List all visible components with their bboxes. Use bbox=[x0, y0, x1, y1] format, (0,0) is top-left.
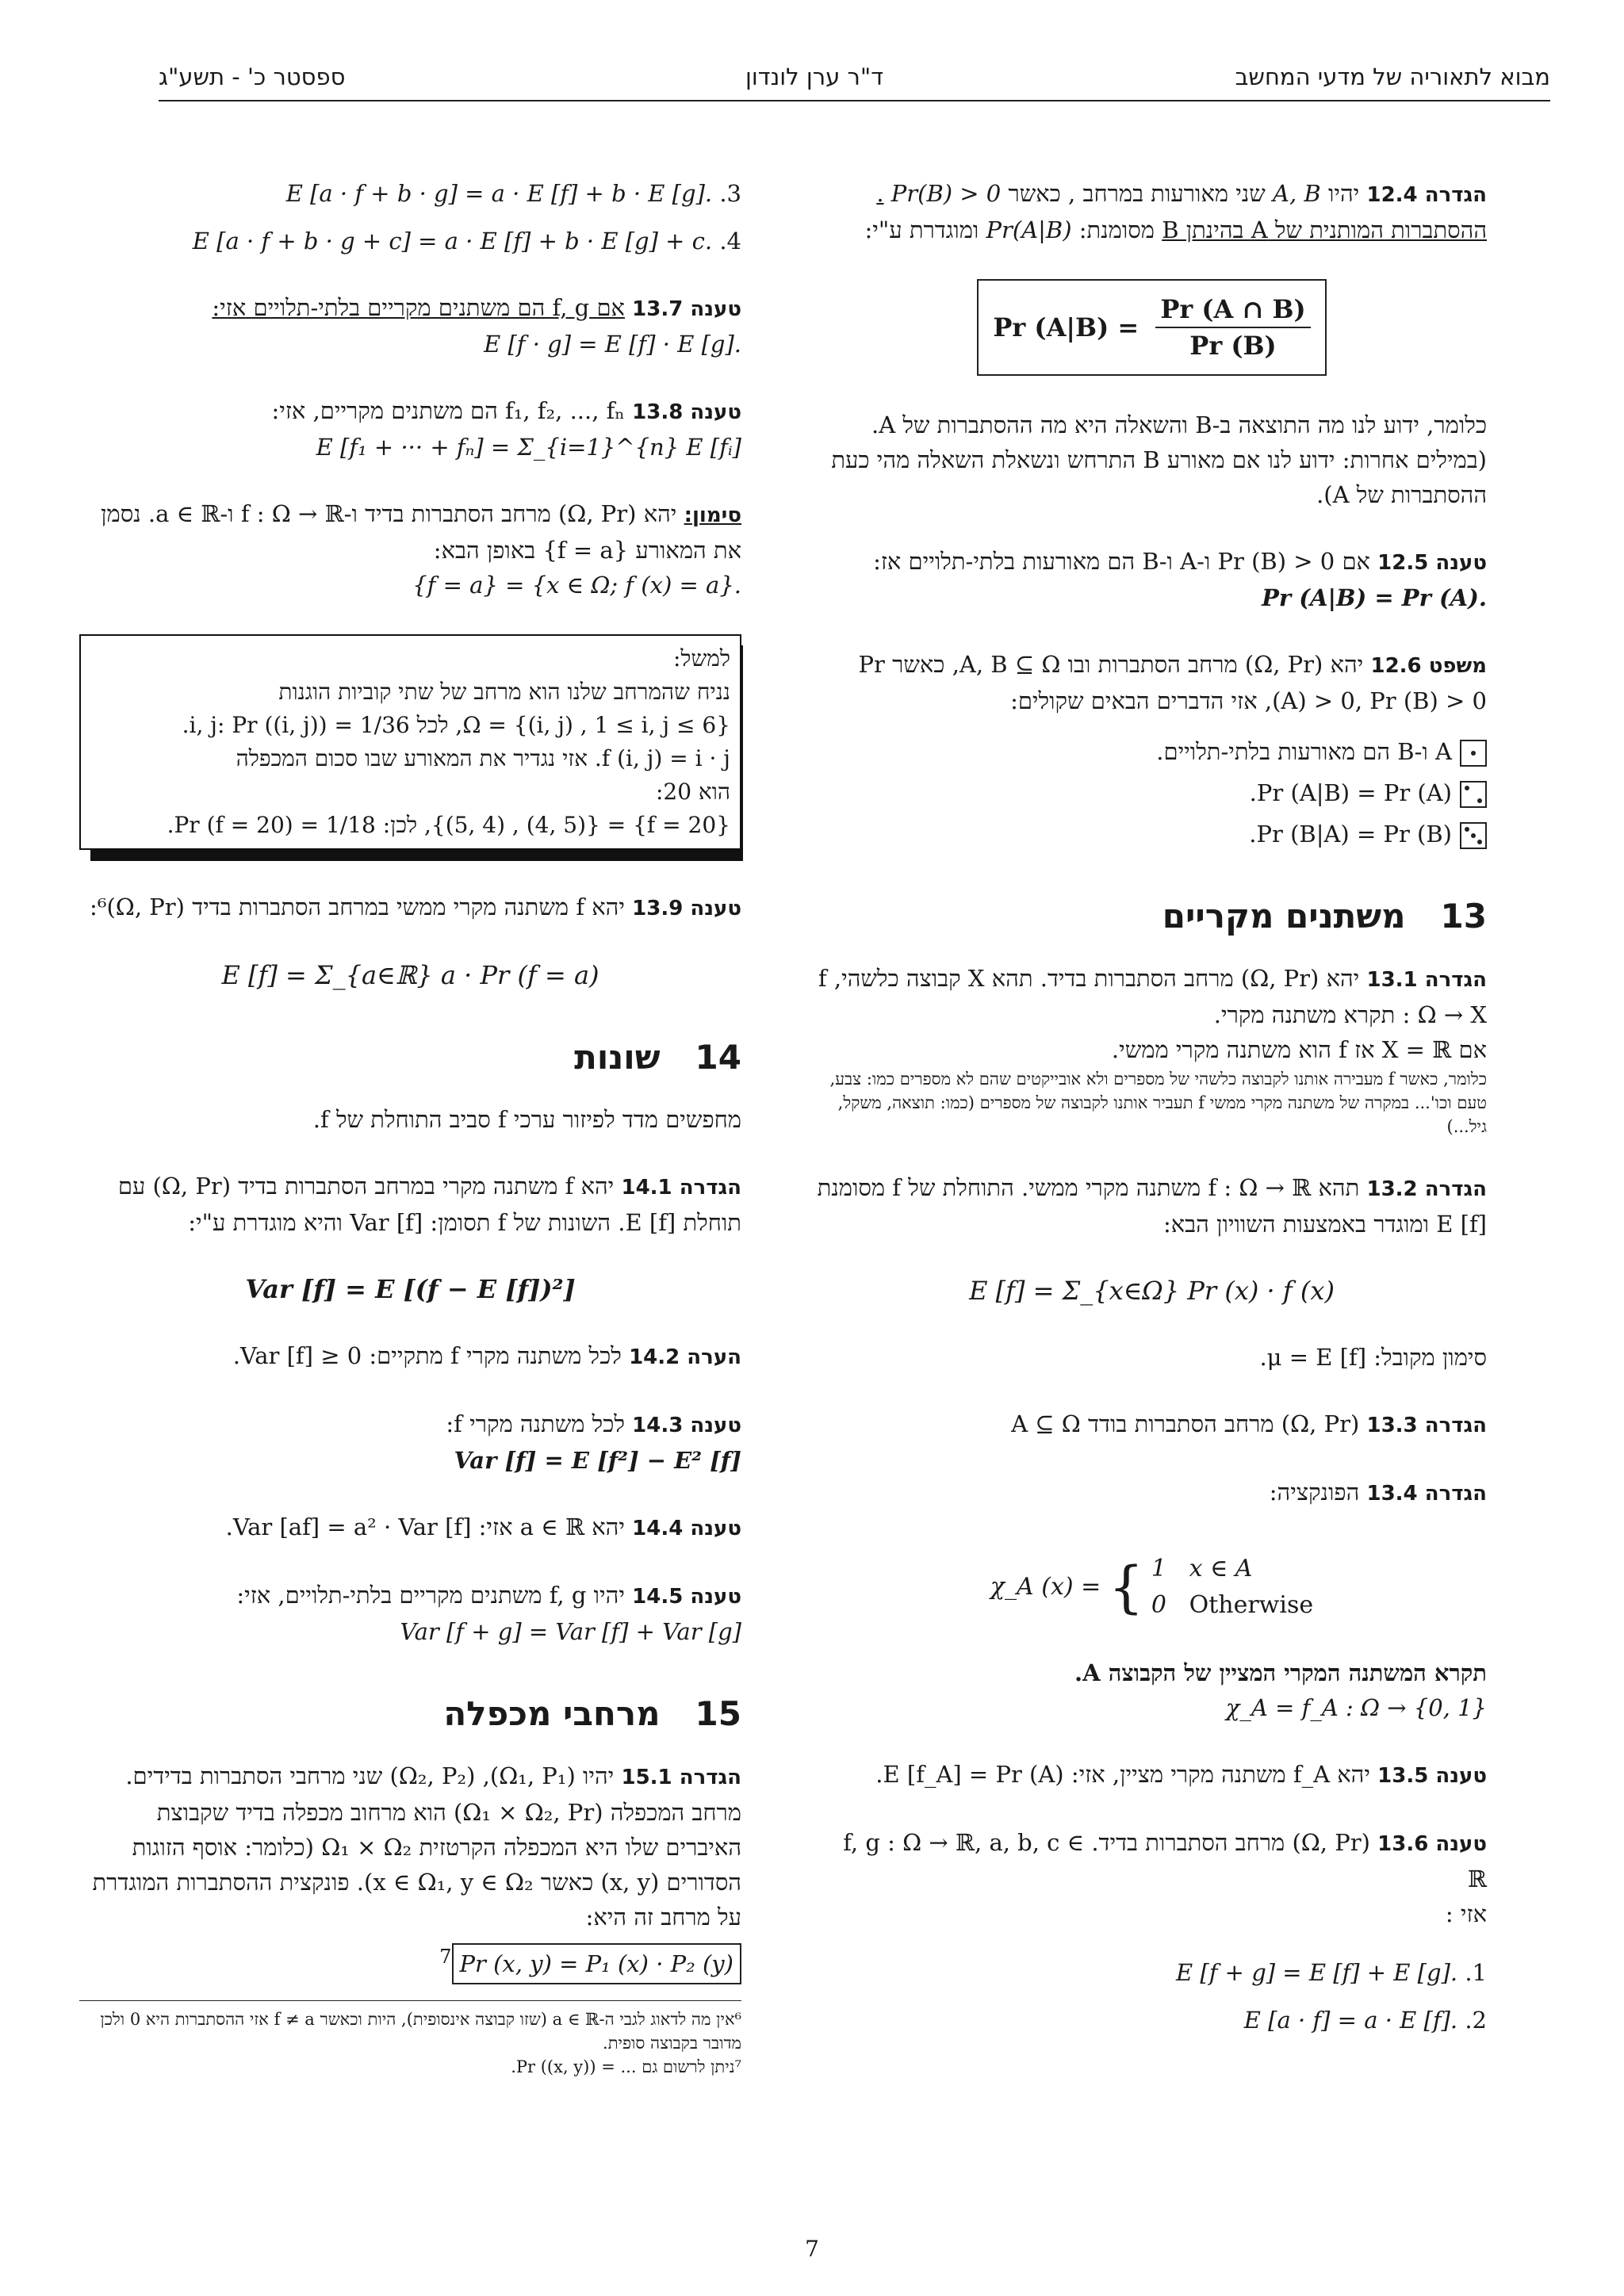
claim-label: טענה 12.5 bbox=[1377, 551, 1487, 575]
example-line: הוא 20: bbox=[655, 779, 730, 805]
math-inline: Pr(A|B) bbox=[986, 216, 1072, 243]
item-number: 1. bbox=[1465, 1959, 1487, 1986]
item-formula: E [a · f] = a · E [f]. bbox=[1243, 2007, 1458, 2034]
example-line: נניח שהמרחב שלנו הוא מרחב של שתי קוביות הוגנות bbox=[278, 679, 730, 705]
def-text: מסומנת: bbox=[1078, 216, 1155, 243]
list-item-text: Pr (A|B) = Pr (A). bbox=[1249, 779, 1452, 806]
definition-label: הגדרה 13.3 bbox=[1366, 1414, 1487, 1437]
example-line: {f = 20} = {(4, 5) , (5, 4)}, לכן: Pr (f = 20) = 1/18. bbox=[167, 812, 730, 838]
claim-text: יהא a ∈ ℝ אזי: Var [af] = a² · Var [f]. bbox=[225, 1513, 625, 1540]
list-item bbox=[79, 224, 741, 258]
claim-label: טענה 14.5 bbox=[632, 1585, 741, 1609]
expectation-sum-formula: E [f] = Σ_{a∈ℝ} a · Pr (f = a) bbox=[221, 960, 599, 990]
product-probability-formula: Pr (x, y) = P₁ (x) · P₂ (y) bbox=[452, 1943, 742, 1984]
note-label: הערה 14.2 bbox=[629, 1345, 741, 1369]
list-item bbox=[79, 176, 741, 211]
example-box bbox=[79, 634, 741, 850]
theorem-12-6 bbox=[817, 647, 1487, 851]
example-line: Ω = {(i, j) , 1 ≤ i, j ≤ 6}, לכל i, j: Pr ((i, j)) = 1/36. bbox=[182, 712, 730, 738]
math-inline: Pr(B) > 0 bbox=[891, 180, 1002, 207]
claim-13-6 bbox=[817, 1825, 1487, 2038]
example-content bbox=[79, 634, 741, 850]
def-text: שני מאורעות במרחב , כאשר bbox=[1008, 180, 1266, 207]
equivalence-list bbox=[817, 734, 1487, 851]
dice-three-icon bbox=[1460, 822, 1487, 849]
claim-formula: Pr (A|B) = Pr (A). bbox=[1262, 584, 1487, 611]
indicator-formula: χ_A = f_A : Ω → {0, 1} bbox=[1225, 1694, 1487, 1721]
running-header bbox=[159, 60, 1550, 101]
section-title: מרחבי מכפלה bbox=[443, 1694, 661, 1733]
theorem-label: משפט 12.6 bbox=[1370, 654, 1487, 678]
linearity-list bbox=[817, 1955, 1487, 2038]
notation-formula: {f = a} = {x ∈ Ω; f (x) = a}. bbox=[412, 572, 741, 599]
note-14-2 bbox=[79, 1338, 741, 1375]
indicator-text: תקרא המשתנה המקרי המציין של הקבוצה A. bbox=[1074, 1659, 1487, 1686]
notation-text: יהא (Ω, Pr) מרחב הסתברות בדיד ו-f : Ω → ℝ ו-a ∈ ℝ. נסמן את המאורע {f = a} באופן הבא: bbox=[101, 500, 741, 564]
item-number: 2. bbox=[1465, 2007, 1487, 2034]
math-inline: A, B bbox=[1273, 180, 1321, 207]
claim-14-5 bbox=[79, 1578, 741, 1649]
theorem-text: יהא (Ω, Pr) מרחב הסתברות ובו A, B ⊆ Ω, כאשר Pr (A) > 0, Pr (B) > 0, אזי הדברים הבאים שקולים: bbox=[858, 651, 1487, 714]
explanation-line: כלומר, ידוע לנו מה התוצאה ב-B והשאלה היא מה ההסתברות של A. bbox=[871, 411, 1487, 438]
def-text: ומוגדרת ע"י: bbox=[864, 216, 979, 243]
conditional-probability-formula bbox=[977, 279, 1326, 376]
explanation-paragraph bbox=[817, 408, 1487, 512]
variance-intro: מחפשים מדד לפיזור ערכי f סביב התוחלת של f. bbox=[312, 1106, 741, 1133]
claim-text: יהא f_A משתנה מקרי מציין, אזי: E [f_A] = Pr (A). bbox=[875, 1761, 1370, 1788]
definition-label: הגדרה 13.4 bbox=[1366, 1482, 1487, 1506]
example-line: f (i, j) = i · j. אזי נגדיר את המאורע שבו סכום המכפלה bbox=[236, 745, 730, 771]
claim-then: אזי : bbox=[1445, 1900, 1487, 1927]
conditional-prob-term: . ההסתברות המותנית של A בהינתן B bbox=[876, 180, 1487, 243]
def-text: יהא (Ω, Pr) מרחב הסתברות בדיד. תהא X קבוצה כלשהי, f : Ω → X תקרא משתנה מקרי. bbox=[818, 965, 1487, 1028]
item-formula: E [a · f + b · g] = a · E [f] + b · E [g]. bbox=[285, 180, 713, 207]
item-formula: E [a · f + b · g + c] = a · E [f] + b · E [g] + c. bbox=[192, 228, 713, 254]
def-note: כלומר, כאשר f מעבירה אותנו לקבוצה כלשהי של מספרים ולא אובייקטים שהם לא מספרים כמו: צבע, טעם וכו'... במקרה של משתנה מקרי ממשי f תעביר אותנו לקבוצה של מספרים (כמו: תוצאה, משקל, גיל...) bbox=[829, 1070, 1487, 1136]
claim-label: טענה 13.6 bbox=[1377, 1832, 1487, 1856]
section-15-heading bbox=[79, 1694, 741, 1733]
header-semester: ספסטר כ' - תשע"ג bbox=[159, 63, 346, 90]
explanation-line: (במילים אחרות: ידוע לנו אם מאורע B התרחש ונשאלת השאלה מהי כעת ההסתברות של A). bbox=[831, 446, 1487, 508]
definition-14-1 bbox=[79, 1169, 741, 1307]
list-item bbox=[817, 775, 1487, 810]
claim-14-4 bbox=[79, 1510, 741, 1546]
list-item bbox=[817, 817, 1487, 851]
footnote-marker: 7 bbox=[439, 1946, 452, 1968]
claim-label: טענה 13.8 bbox=[632, 400, 741, 424]
list-item-text: A ו-B הם מאורעות בלתי-תלויים. bbox=[1156, 738, 1452, 765]
item-number: 4. bbox=[719, 228, 741, 254]
definition-13-2 bbox=[817, 1170, 1487, 1308]
footnotes bbox=[79, 2000, 741, 2079]
left-column bbox=[79, 176, 741, 2079]
claim-formula: E [f · g] = E [f] · E [g]. bbox=[484, 331, 741, 358]
claim-formula: Var [f + g] = Var [f] + Var [g] bbox=[400, 1618, 741, 1645]
indicator-lhs: χ_A (x) = bbox=[990, 1573, 1101, 1601]
def-text: יהיו (Ω₁, P₁), (Ω₂, P₂) שני מרחבי הסתברות בדידים. מרחב המכפלה (Ω₁ × Ω₂, Pr) הוא מרחוב מכפלה בדיד שקבוצת האיברים שלו היא המכפלה הקרטזית Ω₁ × Ω₂ (כלומר: אוסף הזוגות הסדורים (x, y) כאשר x ∈ Ω₁, y ∈ Ω₂). פונקצית ההסתברות המוגדרת על מרחב זה היא: bbox=[92, 1762, 741, 1931]
variance-formula: Var [f] = E [(f − E [f])²] bbox=[245, 1274, 576, 1304]
section-13-heading bbox=[817, 899, 1487, 934]
section-number: 13 bbox=[1440, 897, 1487, 936]
header-course-title: מבוא לתאוריה של מדעי המחשב bbox=[1235, 63, 1550, 90]
section-number: 14 bbox=[695, 1038, 741, 1077]
mu-notation: סימון מקובל: μ = E [f]. bbox=[1259, 1344, 1487, 1371]
section-title: שונות bbox=[574, 1038, 661, 1077]
linearity-list-continued bbox=[79, 176, 741, 258]
definition-label: הגדרה 12.4 bbox=[1366, 183, 1487, 207]
list-item bbox=[817, 734, 1487, 769]
claim-label: טענה 13.9 bbox=[632, 897, 741, 920]
def-text: הפונקציה: bbox=[1269, 1479, 1360, 1506]
claim-label: טענה 14.4 bbox=[632, 1517, 741, 1540]
page-number: 7 bbox=[805, 2236, 819, 2262]
list-item bbox=[817, 1955, 1487, 1990]
claim-13-9 bbox=[79, 890, 741, 993]
claim-formula: E [f₁ + ··· + fₙ] = Σ_{i=1}^{n} E [fᵢ] bbox=[316, 434, 741, 461]
definition-13-4 bbox=[817, 1475, 1487, 1624]
claim-text: יהא f משתנה מקרי ממשי במרחב הסתברות בדיד (Ω, Pr)⁶: bbox=[90, 894, 625, 920]
def-text: תהא f : Ω → ℝ משתנה מקרי ממשי. התוחלת של f מסומנת E [f] ומוגדר באמצעות השוויון הבא: bbox=[817, 1174, 1487, 1238]
claim-text: לכל משתנה מקרי f: bbox=[446, 1410, 625, 1437]
item-number: 3. bbox=[719, 180, 741, 207]
example-title: למשל: bbox=[672, 645, 730, 672]
case-condition: x ∈ A bbox=[1189, 1555, 1253, 1582]
fraction-numerator: Pr (A ∩ B) bbox=[1155, 292, 1310, 328]
right-column bbox=[817, 176, 1487, 2069]
header-author: ד"ר ערן לונדון bbox=[745, 63, 884, 90]
claim-13-5 bbox=[817, 1757, 1487, 1793]
case-value: 0 bbox=[1151, 1591, 1166, 1619]
case-value: 1 bbox=[1151, 1555, 1166, 1582]
note-text: לכל משתנה מקרי f מתקיים: Var [f] ≥ 0. bbox=[232, 1342, 622, 1369]
item-formula: E [f + g] = E [f] + E [g]. bbox=[1176, 1959, 1458, 1986]
definition-label: הגדרה 14.1 bbox=[621, 1176, 741, 1200]
dice-two-icon bbox=[1460, 781, 1487, 808]
definition-label: הגדרה 13.1 bbox=[1366, 968, 1487, 992]
definition-15-1 bbox=[79, 1758, 741, 1984]
claim-13-8 bbox=[79, 393, 741, 465]
claim-13-7 bbox=[79, 290, 741, 362]
notation-label: סימון: bbox=[684, 503, 741, 527]
claim-label: טענה 13.5 bbox=[1377, 1764, 1487, 1788]
definition-12-4 bbox=[817, 176, 1487, 376]
claim-label: טענה 14.3 bbox=[632, 1414, 741, 1437]
claim-12-5 bbox=[817, 544, 1487, 615]
list-item-text: Pr (B|A) = Pr (B). bbox=[1249, 821, 1452, 848]
definition-13-1 bbox=[817, 961, 1487, 1138]
list-item bbox=[817, 2003, 1487, 2038]
fraction-denominator: Pr (B) bbox=[1189, 331, 1277, 361]
definition-13-3 bbox=[817, 1406, 1487, 1443]
def-text: יהא f משתנה מקרי במרחב הסתברות בדיד (Ω, Pr) עם תוחלת E [f]. השונות של f תסומן: Var [f] והיא מוגדרת ע"י: bbox=[117, 1173, 741, 1236]
def-text: אם X = ℝ אז f הוא משתנה מקרי ממשי. bbox=[1111, 1036, 1487, 1063]
claim-formula: Var [f] = E [f²] − E² [f] bbox=[454, 1447, 741, 1474]
definition-label: הגדרה 15.1 bbox=[621, 1766, 741, 1789]
section-title: משתנים מקריים bbox=[1162, 897, 1406, 936]
indicator-variable bbox=[817, 1655, 1487, 1725]
footnote-7: ⁷ניתן לרשום גם ... = Pr ((x, y)). bbox=[511, 2057, 741, 2076]
def-text: יהיו bbox=[1327, 180, 1360, 207]
expectation-formula: E [f] = Σ_{x∈Ω} Pr (x) · f (x) bbox=[969, 1276, 1335, 1306]
claim-label: טענה 13.7 bbox=[632, 297, 741, 321]
formula-lhs: Pr (A|B) = bbox=[993, 312, 1139, 342]
section-14-heading bbox=[79, 1040, 741, 1075]
footnote-6: ⁶אין מה לדאוג לגבי ה-a ∈ ℝ (שזו קבוצה אינסופית), היות וכאשר f ≠ a אזי ההסתברות היא 0 ולכן מדובר בקבוצה סופית. bbox=[100, 2009, 741, 2053]
claim-text: אם f, g הם משתנים מקריים בלתי-תלויים אזי: bbox=[212, 294, 625, 321]
indicator-function: χ_A (x) = { 1 x ∈ A 0 Otherwise bbox=[990, 1555, 1314, 1620]
claim-14-3 bbox=[79, 1406, 741, 1478]
case-condition: Otherwise bbox=[1189, 1591, 1314, 1619]
claim-text: אם Pr (B) > 0 ו-A ו-B הם מאורעות בלתי-תלויים אז: bbox=[873, 548, 1370, 575]
claim-text: יהיו f, g משתנים מקריים בלתי-תלויים, אזי: bbox=[236, 1582, 625, 1609]
section-number: 15 bbox=[695, 1694, 741, 1733]
definition-label: הגדרה 13.2 bbox=[1366, 1177, 1487, 1201]
def-text: (Ω, Pr) מרחב הסתברות בודד A ⊆ Ω bbox=[1011, 1410, 1360, 1437]
claim-text: f₁, f₂, ..., fₙ הם משתנים מקריים, אזי: bbox=[271, 397, 625, 424]
notation-block bbox=[79, 496, 741, 603]
dice-one-icon bbox=[1460, 740, 1487, 767]
claim-text: (Ω, Pr) מרחב הסתברות בדיד. f, g : Ω → ℝ, a, b, c ∈ ℝ bbox=[843, 1829, 1487, 1892]
